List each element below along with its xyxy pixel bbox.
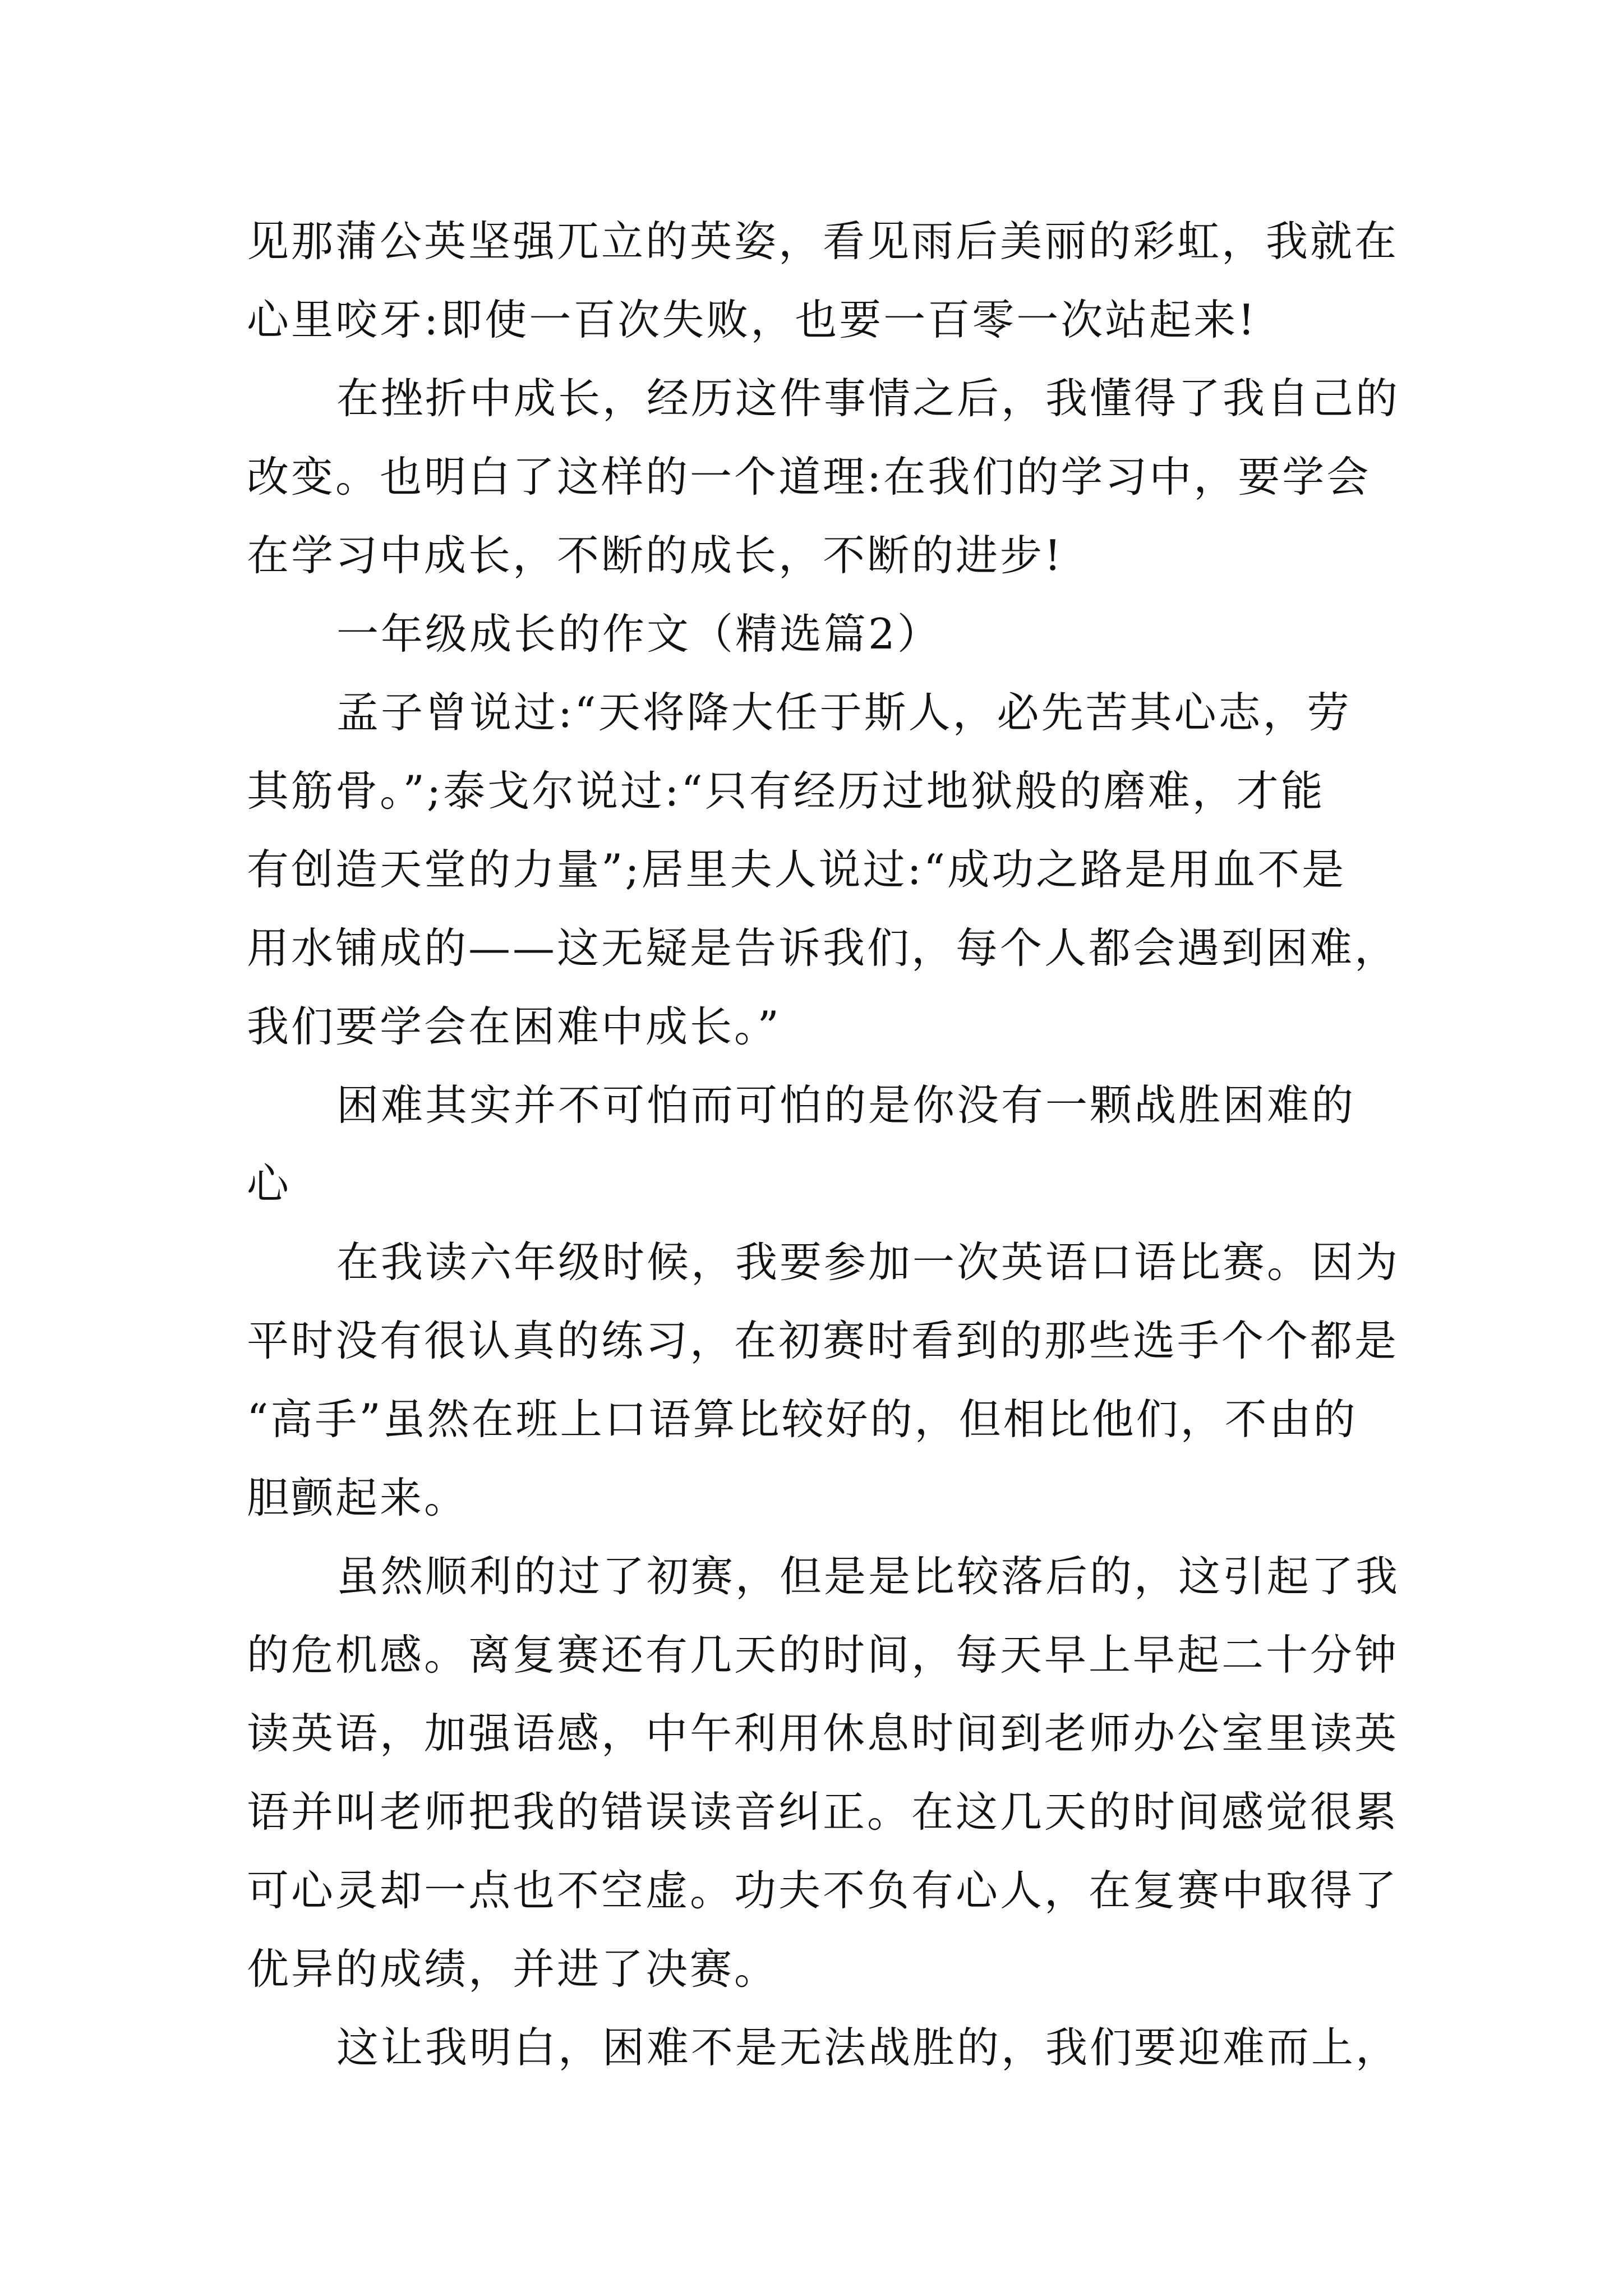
text-line: 平时没有很认真的练习，在初赛时看到的那些选手个个都是: [247, 1316, 1399, 1365]
text-line: 在我读六年级时候，我要参加一次英语口语比赛。因为: [336, 1237, 1400, 1287]
text-line: 读英语，加强语感，中午利用休息时间到老师办公室里读英: [247, 1709, 1399, 1758]
text-line: 语并叫老师把我的错误读音纠正。在这几天的时间感觉很累: [247, 1787, 1399, 1837]
text-line: 其筋骨。”;泰戈尔说过:“只有经历过地狱般的磨难，才能: [247, 766, 1325, 816]
text-line: 用水铺成的——这无疑是告诉我们，每个人都会遇到困难，: [247, 923, 1399, 973]
text-line: 虽然顺利的过了初赛，但是是比较落后的，这引起了我: [336, 1552, 1400, 1601]
text-line: 心里咬牙:即使一百次失败，也要一百零一次站起来!: [247, 295, 1257, 344]
text-line: 的危机感。离复赛还有几天的时间，每天早上早起二十分钟: [247, 1630, 1399, 1680]
text-line: 困难其实并不可怕而可怕的是你没有一颗战胜困难的: [336, 1080, 1356, 1130]
text-line: 见那蒲公英坚强兀立的英姿，看见雨后美丽的彩虹，我就在: [247, 217, 1399, 266]
text-line: 胆颤起来。: [247, 1473, 469, 1522]
essay-body: [247, 202, 1400, 2087]
text-line: 孟子曾说过:“天将降大任于斯人，必先苦其心志，劳: [336, 688, 1352, 737]
text-line: 在挫折中成长，经历这件事情之后，我懂得了我自己的: [336, 374, 1400, 423]
text-line: 心: [247, 1159, 292, 1208]
text-line: “高手”虽然在班上口语算比较好的，但相比他们，不由的: [247, 1395, 1358, 1444]
text-line: 在学习中成长，不断的成长，不断的进步!: [247, 531, 1064, 580]
section-heading: 一年级成长的作文（精选篇2）: [336, 609, 942, 659]
text-line: 可心灵却一点也不空虚。功夫不负有心人，在复赛中取得了: [247, 1866, 1399, 1915]
text-line: 有创造天堂的力量”;居里夫人说过:“成功之路是用血不是: [247, 845, 1347, 894]
text-line: 这让我明白，困难不是无法战胜的，我们要迎难而上，: [336, 2023, 1400, 2072]
text-line: 我们要学会在困难中成长。”: [247, 1002, 781, 1051]
text-line: 优异的成绩，并进了决赛。: [247, 1944, 779, 1994]
text-line: 改变。也明白了这样的一个道理:在我们的学习中，要学会: [247, 452, 1371, 501]
